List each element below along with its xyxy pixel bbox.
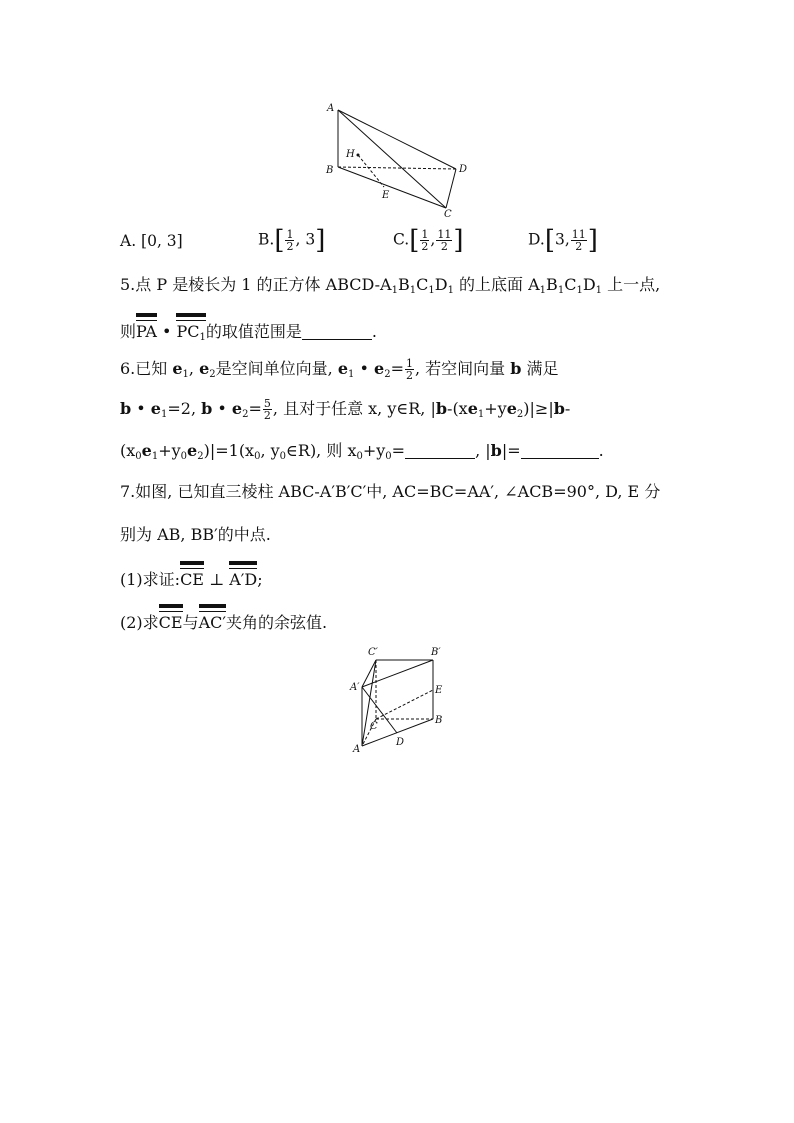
vector-ce: CE — [158, 613, 183, 632]
answer-blank[interactable] — [405, 442, 475, 459]
q7-part-2: (2)求CE与AC′夹角的余弦值. — [120, 613, 328, 632]
figure2-label-b: B — [435, 715, 443, 726]
figure2-label-b-prime: B′ — [431, 647, 441, 658]
answer-blank[interactable] — [302, 323, 372, 340]
figure1-label-b: B — [326, 165, 334, 176]
vector-pc1: $PC_1$ — [176, 320, 205, 348]
q4-option-a: A. [0, 3] — [120, 232, 183, 250]
q7-line-1: 7.如图, 已知直三棱柱 ABC-A′B′C′中, AC=BC=AA′, ∠ACB=90°, D, E 分 — [120, 482, 661, 501]
figure1-label-d: D — [459, 164, 468, 175]
figure2-label-e: E — [435, 685, 443, 696]
figure1-label-c: C — [444, 209, 452, 220]
figure2-label-d: D — [396, 737, 405, 748]
tetrahedron-figure — [320, 95, 480, 220]
answer-blank[interactable] — [521, 442, 599, 459]
vector-pa: PA — [136, 322, 157, 341]
q5-line-1: 5.点 P 是棱长为 1 的正方体 ABCD-$A_1B_1C_1D_1$ 的上底面 $A_1B_1C_1D_1$ 上一点, — [120, 275, 661, 296]
q6-line-1: 6.已知 $e_1$, $e_2$是空间单位向量, $e_1$ • $e_2=$ $\frac{1}{2}$ , 若空间向量 b 满足 — [120, 357, 559, 382]
q5-line-2: 则PA • $PC_1$的取值范围是 . — [120, 320, 377, 348]
figure2-label-a-prime: A′ — [350, 682, 360, 693]
figure1-label-e: E — [382, 190, 390, 201]
vector-a-prime-d: A′D — [229, 570, 258, 589]
q7-part-1: (1)求证:CE ⊥ A′D; — [120, 570, 263, 589]
prism-figure — [340, 640, 460, 760]
q4-option-d: D.[3, $\frac{11}{2}$ ] — [528, 225, 598, 256]
vector-ce: CE — [180, 570, 204, 589]
figure1-label-a: A — [327, 103, 335, 114]
q4-option-b: B.[ $\frac{1}{2}$ , 3] — [258, 225, 326, 256]
figure1-label-h: H — [346, 149, 355, 160]
q7-line-2: 别为 AB, BB′的中点. — [120, 525, 271, 544]
q4-option-c: C.[ $\frac{1}{2}$ , $\frac{11}{2}$ ] — [393, 225, 464, 256]
vector-a-c-prime: AC′ — [198, 613, 227, 632]
figure2-label-a: A — [353, 744, 361, 755]
q6-line-3: $(x_0e_1+y_0e_2)|=1(x_0$, $y_0\in R$), 则 $x_0+y_0=$ , |b|= . — [120, 441, 604, 462]
figure2-label-c: C — [370, 721, 378, 732]
figure2-label-c-prime: C′ — [368, 647, 378, 658]
q6-line-2: b • $e_1=2$, b • $e_2=$ $\frac{5}{2}$ , 且对于任意 x, y∈R, $|b-(xe_1+ye_2)|\ge|b-$ — [120, 397, 571, 422]
